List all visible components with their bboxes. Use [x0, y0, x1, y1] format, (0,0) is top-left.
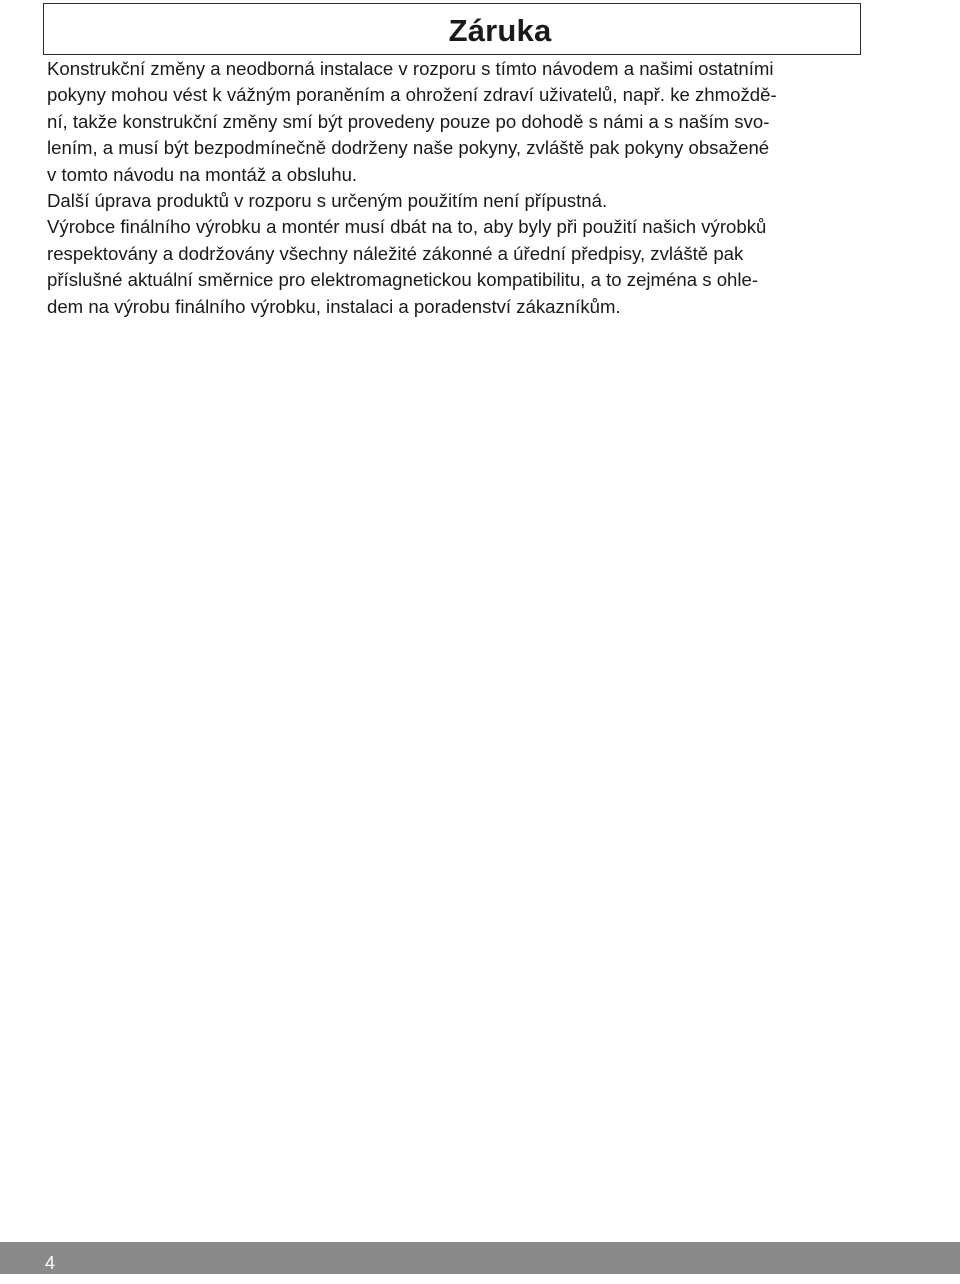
paragraph-line: ní, takže konstrukční změny smí být provedeny pouze po dohodě s námi a s naším svo-: [47, 110, 770, 132]
page-number: 4: [44, 1253, 55, 1273]
title-box: [43, 3, 861, 55]
paragraph-line: pokyny mohou vést k vážným poraněním a ohrožení zdraví uživatelů, např. ke zhmoždě-: [47, 84, 777, 106]
paragraph-line: respektovány a dodržovány všechny náležité zákonné a úřední předpisy, zvláště pak: [47, 242, 744, 264]
paragraph-line: Konstrukční změny a neodborná instalace v rozporu s tímto návodem a našimi ostatními: [47, 58, 774, 79]
paragraph-line: lením, a musí být bezpodmínečně dodrženy naše pokyny, zvláště pak pokyny obsažené: [47, 137, 770, 159]
paragraph-line: příslušné aktuální směrnice pro elektromagnetickou kompatibilitu, a to zejména s ohle-: [47, 269, 759, 291]
page-title: Záruka: [448, 13, 552, 48]
paragraph-2: [47, 188, 867, 214]
paragraph-line: Výrobce finálního výrobku a montér musí dbát na to, aby byly při použití našich výrobků: [47, 216, 767, 238]
paragraph-line: v tomto návodu na montáž a obsluhu.: [47, 163, 358, 185]
footer-bar: [0, 1242, 960, 1274]
document-body: [47, 56, 867, 320]
paragraph-1: [47, 56, 867, 188]
paragraph-line: dem na výrobu finálního výrobku, instalaci a poradenství zákazníkům.: [47, 295, 621, 317]
paragraph-3: [47, 214, 867, 320]
paragraph-line: Další úprava produktů v rozporu s určeným použitím není přípustná.: [47, 190, 608, 212]
